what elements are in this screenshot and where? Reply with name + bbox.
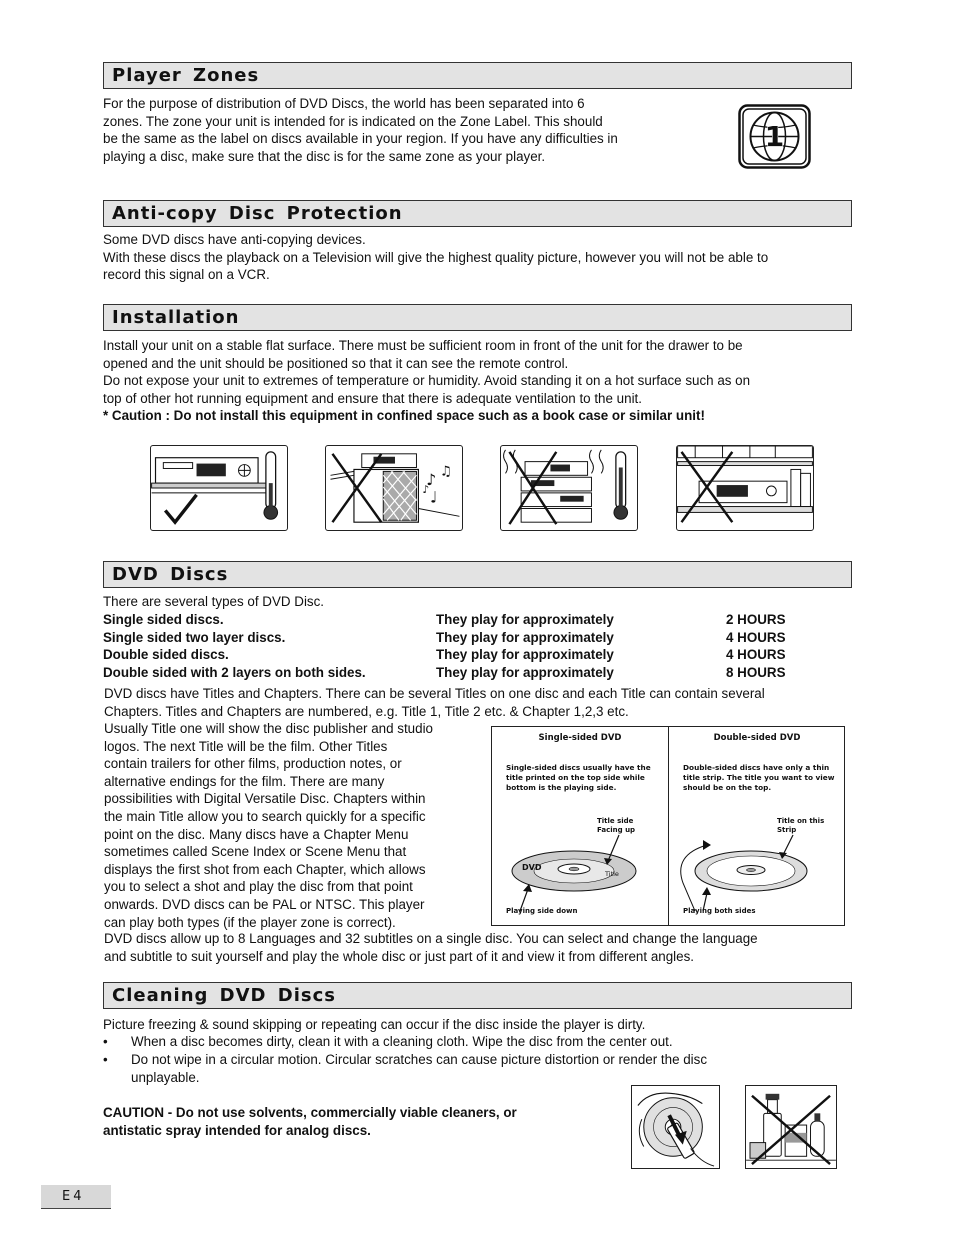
text-line: For the purpose of distribution of DVD Discs, the world has been separated into 6 — [103, 96, 585, 111]
text-line: antistatic spray intended for analog discs. — [103, 1122, 371, 1138]
text-line: Usually Title one will show the disc publisher and studio — [104, 721, 433, 736]
disc-type: Double sided with 2 layers on both sides. — [103, 665, 366, 681]
disc-type: Single sided discs. — [103, 612, 224, 627]
text-line: possibilities with Digital Versatile Disc. Chapters within — [104, 791, 426, 807]
no-hot-equipment-illustration — [500, 445, 638, 531]
text-line: be the same as the label on discs available in your region. If you have any difficulties in — [103, 131, 618, 147]
single-sided-description: Single-sided discs usually have the title printed on the top side while bottom is the playing side. — [506, 763, 651, 792]
double-sided-description: Double-sided discs have only a thin title strip. The title you want to view should be on the top. — [683, 763, 835, 792]
double-sided-panel — [669, 727, 845, 925]
disc-title-label: Title — [605, 870, 619, 878]
dvd-disc-label: DVD — [522, 863, 542, 872]
zone-number: 1 — [764, 120, 785, 153]
text-line: you to select a shot and play the disc from that point — [104, 879, 413, 895]
section-header-cleaning: Cleaning DVD Discs — [103, 982, 852, 1009]
text-line: alternative endings for the film. There are many — [104, 773, 385, 789]
installation-text — [103, 337, 855, 425]
play-hours: 8 HOURS — [726, 665, 786, 681]
disc-sides-diagram — [491, 726, 845, 926]
svg-text:♪: ♪ — [426, 471, 437, 490]
text-line: zones. The zone your unit is intended for is indicated on the Zone Label. This should — [103, 113, 603, 129]
bullet-symbol: • — [103, 1034, 108, 1049]
playing-both-label: Playing both sides — [683, 907, 756, 915]
no-bookcase-illustration — [676, 445, 814, 531]
bullet-text-line: Do not wipe in a circular motion. Circular scratches can cause picture distortion or render the disc — [131, 1052, 708, 1067]
play-text: They play for approximately — [436, 612, 614, 627]
cleaning-intro: Picture freezing & sound skipping or repeating can occur if the disc inside the player is dirty. — [103, 1017, 646, 1032]
text-line: sometimes called Scene Index or Scene Menu that — [104, 844, 407, 860]
disc-type: Double sided discs. — [103, 647, 229, 663]
section-header-player-zones: Player Zones — [103, 62, 852, 89]
single-sided-title: Single-sided DVD — [538, 733, 622, 743]
text-line: Install your unit on a stable flat surface. There must be sufficient room in front of the unit for the drawer to be — [103, 338, 743, 353]
section-header-installation: Installation — [103, 304, 852, 331]
play-text: They play for approximately — [436, 629, 614, 645]
text-line: top of other hot running equipment and ensure that there is adequate ventilation to the unit. — [103, 390, 642, 406]
table-row — [103, 611, 803, 629]
cleaning-caution — [103, 1104, 603, 1139]
section-header-anti-copy: Anti-copy Disc Protection — [103, 200, 852, 227]
text-line: opened and the unit should be positioned so that it can see the remote control. — [103, 355, 569, 371]
text-line: contain trailers for other films, production notes, or — [104, 756, 402, 772]
play-hours: 4 HOURS — [726, 647, 786, 663]
svg-text:♫: ♫ — [439, 463, 453, 480]
play-text: They play for approximately — [436, 665, 614, 681]
text-line: point on the disc. Many discs have a Chapter Menu — [104, 826, 409, 842]
svg-text:♩: ♩ — [430, 488, 438, 507]
table-row — [103, 629, 803, 647]
bullet-symbol: • — [103, 1052, 108, 1067]
section-header-dvd-discs: DVD Discs — [103, 561, 852, 588]
double-sided-title: Double-sided DVD — [713, 733, 801, 743]
play-hours: 2 HOURS — [726, 612, 786, 627]
anti-copy-text — [103, 231, 855, 284]
text-line: playing a disc, make sure that the disc is for the same zone as your player. — [103, 148, 546, 164]
text-line: Some DVD discs have anti-copying devices. — [103, 232, 366, 247]
bullet-text: When a disc becomes dirty, clean it with a cleaning cloth. Wipe the disc from the center out. — [131, 1034, 673, 1049]
player-zones-text — [103, 95, 703, 165]
dvd-discs-intro: There are several types of DVD Disc. — [103, 594, 325, 609]
disc-type: Single sided two layer discs. — [103, 629, 286, 645]
text-line: onwards. DVD discs can be PAL or NTSC. This player — [104, 896, 425, 912]
playing-side-label: Playing side down — [506, 907, 578, 915]
bullet-text — [131, 1051, 851, 1086]
installation-caution: * Caution : Do not install this equipment in confined space such as a book case or similar unit! — [103, 408, 705, 424]
disc-types-table — [103, 611, 803, 682]
text-line: record this signal on a VCR. — [103, 267, 270, 283]
table-row — [103, 664, 803, 682]
text-line: CAUTION - Do not use solvents, commercially viable cleaners, or — [103, 1105, 517, 1120]
bullet-text-line: unplayable. — [131, 1069, 200, 1085]
text-line: the main Title allow you to search quickly for a specific — [104, 808, 426, 824]
zone-globe-icon — [738, 104, 811, 169]
no-solvents-illustration — [745, 1085, 837, 1169]
text-line: Chapters. Titles and Chapters are numbered, e.g. Title 1, Title 2 etc. & Chapter 1,2,3 etc. — [104, 703, 629, 719]
page-number: E4 — [41, 1185, 111, 1209]
title-strip-label: Title on this Strip — [777, 817, 825, 834]
titles-description-text — [104, 720, 489, 931]
titles-chapters-text — [104, 685, 856, 720]
table-row — [103, 646, 803, 664]
wipe-disc-illustration — [631, 1085, 720, 1169]
text-line: With these discs the playback on a Television will give the highest quality picture, however you will not be able to — [103, 249, 769, 265]
text-line: logos. The next Title will be the film. Other Titles — [104, 738, 388, 754]
text-line: displays the first shot from each Chapter, which allows — [104, 861, 426, 877]
text-line: DVD discs allow up to 8 Languages and 32 subtitles on a single disc. You can select and change the language — [104, 931, 758, 946]
play-text: They play for approximately — [436, 647, 614, 663]
single-sided-panel — [492, 727, 668, 925]
text-line: and subtitle to suit yourself and play the whole disc or just part of it and view it from different angles. — [104, 948, 694, 964]
text-line: DVD discs have Titles and Chapters. There can be several Titles on one disc and each Title can contain several — [104, 686, 765, 701]
text-line: Do not expose your unit to extremes of temperature or humidity. Avoid standing it on a hot surface such as on — [103, 373, 751, 389]
installation-illustrations — [0, 445, 954, 531]
play-hours: 4 HOURS — [726, 629, 786, 645]
svg-text:♪: ♪ — [422, 482, 430, 496]
title-side-label: Title side Facing up — [597, 817, 636, 834]
languages-text — [104, 930, 856, 965]
correct-placement-illustration — [150, 445, 288, 531]
double-sided-disc-icon — [673, 831, 841, 911]
text-line: can play both types (if the player zone is correct). — [104, 914, 396, 930]
no-speaker-placement-illustration — [325, 445, 463, 531]
